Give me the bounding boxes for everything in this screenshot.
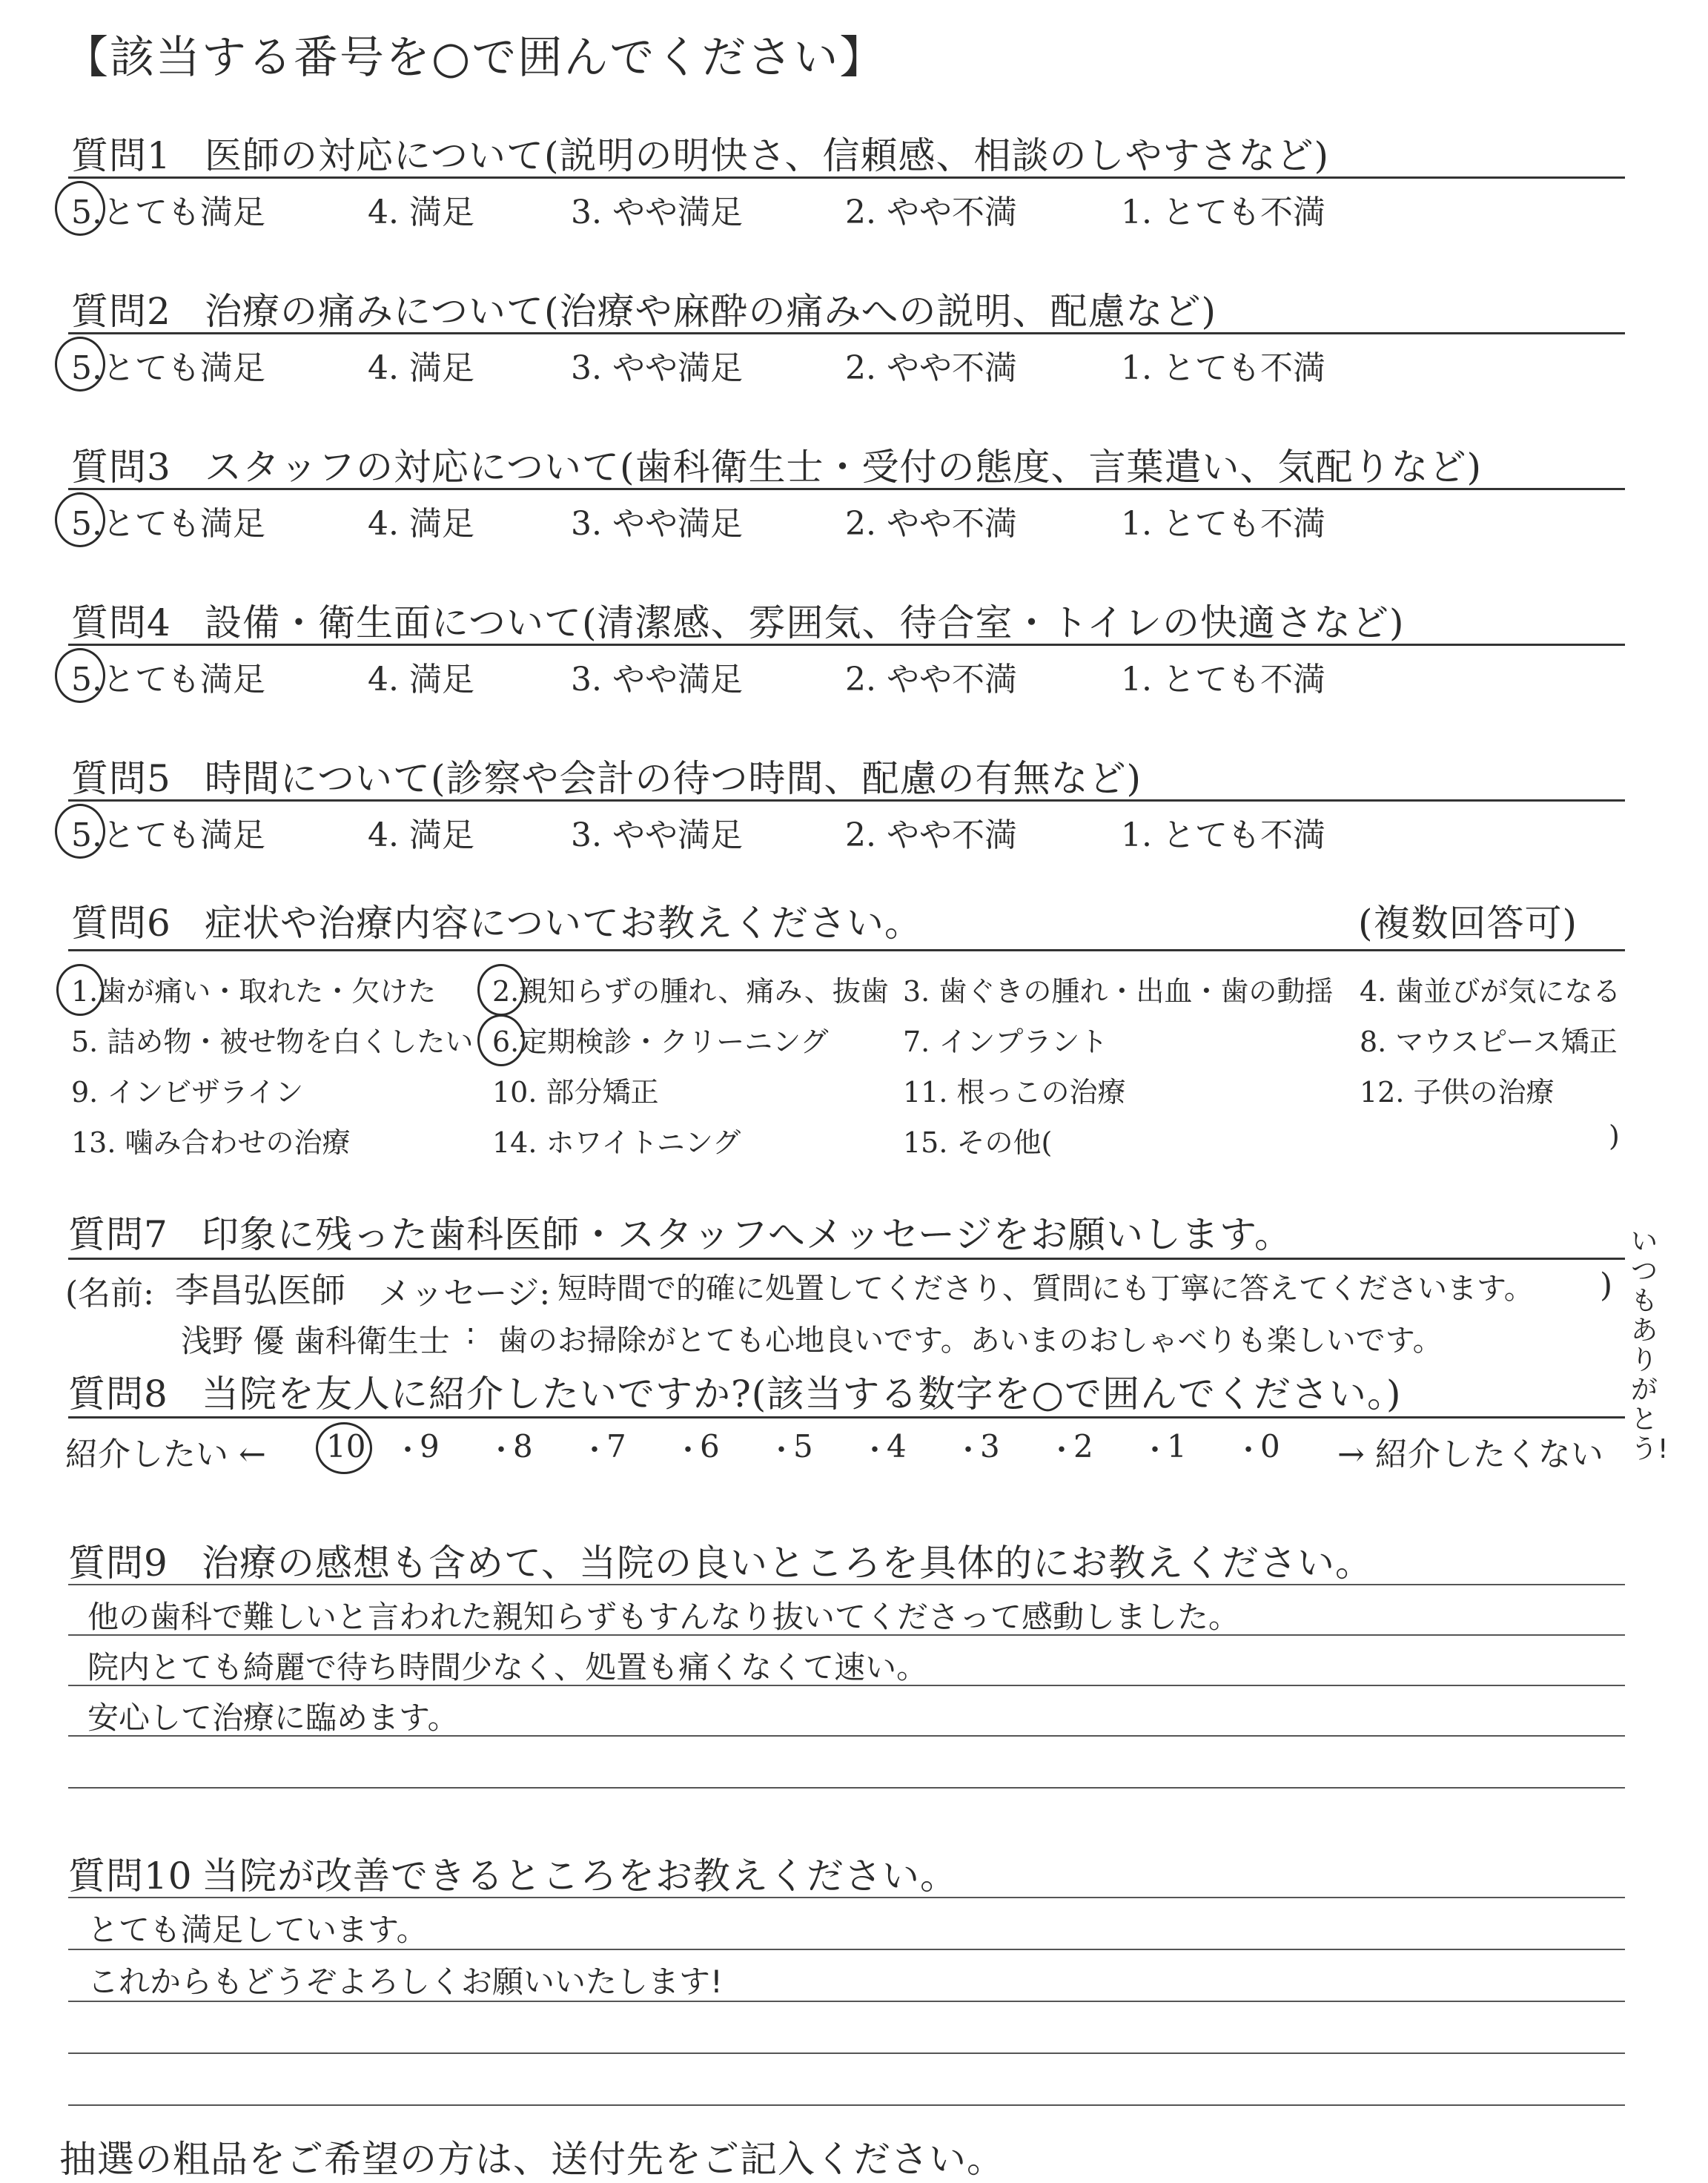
q6-rule xyxy=(68,949,1625,951)
q3-text: スタッフの対応について(歯科衛生士・受付の態度、言葉遣い、気配りなど) xyxy=(205,446,1483,489)
q3-selection-circle xyxy=(55,492,105,547)
q7-side-note: いつもありがとう! xyxy=(1631,1226,1669,1464)
q7-rule xyxy=(68,1258,1625,1260)
q4-option-1[interactable]: 1. とても不満 xyxy=(1121,661,1325,699)
q6-option-15[interactable]: 15. その他( xyxy=(903,1126,1053,1159)
q7-entry2-message: 歯のお掃除がとても心地良いです。あいまのおしゃべりも楽しいです。 xyxy=(498,1324,1443,1358)
q9-answer-1: 他の歯科で難しいと言われた親知らずもすんなり抜いてくださって感動しました。 xyxy=(87,1599,1240,1635)
q6-option-12[interactable]: 12. 子供の治療 xyxy=(1360,1076,1555,1109)
q9-answer-3: 安心して治療に臨めます。 xyxy=(87,1700,459,1736)
q8-scale-separator: ・ xyxy=(953,1433,983,1467)
q8-scale-0[interactable]: 0 xyxy=(1260,1428,1280,1464)
q8-scale-separator: ・ xyxy=(486,1433,516,1467)
q6-text: 症状や治療内容についてお教えください。 xyxy=(205,902,922,945)
q8-selection-circle xyxy=(316,1422,372,1474)
q8-left-label: 紹介したい ← xyxy=(65,1436,266,1473)
q7-close-paren: ) xyxy=(1600,1266,1613,1304)
q2-label: 質問2 xyxy=(71,290,171,333)
q8-scale-7[interactable]: 7 xyxy=(606,1428,626,1464)
q10-line-5 xyxy=(68,2104,1625,2106)
q6-option-7[interactable]: 7. インプラント xyxy=(903,1026,1108,1058)
q9-answer-2: 院内とても綺麗で待ち時間少なく、処置も痛くなくて速い。 xyxy=(87,1649,928,1685)
q6-option-8[interactable]: 8. マウスピース矯正 xyxy=(1360,1026,1618,1058)
q8-scale-10[interactable]: 10 xyxy=(326,1428,366,1464)
q4-text: 設備・衛生面について(清潔感、雰囲気、待合室・トイレの快適さなど) xyxy=(205,601,1405,644)
q3-label: 質問3 xyxy=(71,446,171,489)
q10-answer-2: これからもどうぞよろしくお願いいたします! xyxy=(87,1964,723,2000)
q8-scale-9[interactable]: 9 xyxy=(420,1428,440,1464)
q8-label: 質問8 xyxy=(68,1373,168,1416)
q2-rule xyxy=(68,332,1625,334)
q8-scale-separator: ・ xyxy=(1140,1433,1170,1467)
q8-scale-separator: ・ xyxy=(767,1433,796,1467)
q5-option-4[interactable]: 4. 満足 xyxy=(368,816,474,854)
q10-text: 当院が改善できるところをお教えください。 xyxy=(202,1855,958,1898)
q7-entry2-sep: : xyxy=(466,1317,476,1351)
q6-label: 質問6 xyxy=(71,902,171,945)
q4-rule xyxy=(68,644,1625,646)
q6-option-9[interactable]: 9. インビザライン xyxy=(71,1076,304,1109)
q5-option-3[interactable]: 3. やや満足 xyxy=(571,816,743,854)
q2-selection-circle xyxy=(55,337,105,392)
q6-option-1[interactable]: 1.歯が痛い・取れた・欠けた xyxy=(71,975,437,1008)
q8-scale-3[interactable]: 3 xyxy=(980,1428,1000,1464)
q4-label: 質問4 xyxy=(71,601,171,644)
q8-rule xyxy=(68,1416,1625,1419)
q6-note: (複数回答可) xyxy=(1358,902,1578,945)
q5-label: 質問5 xyxy=(71,757,171,800)
q7-entry1-message: 短時間で的確に処置してくださり、質問にも丁寧に答えてくださいます。 xyxy=(557,1272,1534,1306)
q2-option-5[interactable]: 5.とても満足 xyxy=(71,349,265,387)
page-title: 【該当する番号を○で囲んでください】 xyxy=(64,32,886,84)
q3-option-1[interactable]: 1. とても不満 xyxy=(1121,505,1325,543)
q10-label: 質問10 xyxy=(68,1855,193,1898)
q3-option-3[interactable]: 3. やや満足 xyxy=(571,505,743,543)
q8-text: 当院を友人に紹介したいですか?(該当する数字を○で囲んでください。) xyxy=(202,1373,1402,1416)
q2-text: 治療の痛みについて(治療や麻酔の痛みへの説明、配慮など) xyxy=(205,290,1217,333)
q1-option-5[interactable]: 5.とても満足 xyxy=(71,194,265,231)
q8-scale-separator: ・ xyxy=(673,1433,703,1467)
q8-scale-separator: ・ xyxy=(393,1433,423,1467)
q9-line-1 xyxy=(68,1584,1625,1585)
q1-rule xyxy=(68,176,1625,179)
q10-line-1 xyxy=(68,1897,1625,1898)
q7-entry1-name: 李昌弘医師 xyxy=(175,1270,345,1310)
q1-option-2[interactable]: 2. やや不満 xyxy=(845,194,1017,231)
q5-option-5[interactable]: 5.とても満足 xyxy=(71,816,265,854)
q6-other-close-paren: ) xyxy=(1609,1120,1620,1152)
q8-scale-4[interactable]: 4 xyxy=(887,1428,907,1464)
q3-option-5[interactable]: 5.とても満足 xyxy=(71,505,265,543)
q4-selection-circle xyxy=(55,648,105,703)
q5-rule xyxy=(68,799,1625,802)
q6-selection-circle xyxy=(477,964,525,1016)
q2-option-4[interactable]: 4. 満足 xyxy=(368,349,474,387)
q4-option-2[interactable]: 2. やや不満 xyxy=(845,661,1017,699)
q7-label: 質問7 xyxy=(68,1213,168,1256)
q1-option-3[interactable]: 3. やや満足 xyxy=(571,194,743,231)
q8-scale-8[interactable]: 8 xyxy=(513,1428,533,1464)
q6-option-3[interactable]: 3. 歯ぐきの腫れ・出血・歯の動揺 xyxy=(903,975,1334,1008)
q10-answer-1: とても満足しています。 xyxy=(87,1912,428,1948)
q8-scale-2[interactable]: 2 xyxy=(1073,1428,1093,1464)
q6-option-6[interactable]: 6.定期検診・クリーニング xyxy=(492,1026,829,1058)
q1-option-4[interactable]: 4. 満足 xyxy=(368,194,474,231)
q6-selection-circle xyxy=(56,964,104,1016)
q8-scale-5[interactable]: 5 xyxy=(793,1428,813,1464)
q8-scale-separator: ・ xyxy=(1234,1433,1263,1467)
q6-option-10[interactable]: 10. 部分矯正 xyxy=(492,1076,659,1109)
q10-line-4 xyxy=(68,2052,1625,2054)
q2-option-3[interactable]: 3. やや満足 xyxy=(571,349,743,387)
q8-scale-1[interactable]: 1 xyxy=(1167,1428,1187,1464)
q5-text: 時間について(診察や会計の待つ時間、配慮の有無など) xyxy=(205,757,1142,800)
q6-option-2[interactable]: 2.親知らずの腫れ、痛み、抜歯 xyxy=(492,975,889,1008)
q5-selection-circle xyxy=(55,804,105,859)
q2-option-2[interactable]: 2. やや不満 xyxy=(845,349,1017,387)
q3-rule xyxy=(68,488,1625,490)
q2-option-1[interactable]: 1. とても不満 xyxy=(1121,349,1325,387)
q6-option-11[interactable]: 11. 根っこの治療 xyxy=(903,1076,1126,1109)
q6-option-14[interactable]: 14. ホワイトニング xyxy=(492,1126,741,1159)
q5-option-1[interactable]: 1. とても不満 xyxy=(1121,816,1325,854)
q8-scale-separator: ・ xyxy=(860,1433,890,1467)
footer-note: 抽選の粗品をご希望の方は、送付先をご記入ください。 xyxy=(59,2138,1004,2181)
q6-option-13[interactable]: 13. 噛み合わせの治療 xyxy=(71,1126,351,1159)
q1-text: 医師の対応について(説明の明快さ、信頼感、相談のしやすさなど) xyxy=(205,134,1330,177)
q3-option-2[interactable]: 2. やや不満 xyxy=(845,505,1017,543)
q8-scale-separator: ・ xyxy=(580,1433,609,1467)
q9-label: 質問9 xyxy=(68,1542,168,1585)
q6-selection-circle xyxy=(477,1014,525,1066)
q8-scale-6[interactable]: 6 xyxy=(700,1428,720,1464)
q1-selection-circle xyxy=(55,181,105,236)
q6-option-4[interactable]: 4. 歯並びが気になる xyxy=(1360,975,1621,1008)
q8-right-label: → 紹介したくない xyxy=(1337,1436,1603,1473)
q9-text: 治療の感想も含めて、当院の良いところを具体的にお教えください。 xyxy=(202,1542,1373,1585)
q9-line-5 xyxy=(68,1787,1625,1789)
q7-text: 印象に残った歯科医師・スタッフへメッセージをお願いします。 xyxy=(202,1213,1292,1256)
q4-option-5[interactable]: 5.とても満足 xyxy=(71,661,265,699)
q7-message-label: メッセージ: xyxy=(378,1275,551,1312)
q3-option-4[interactable]: 4. 満足 xyxy=(368,505,474,543)
q6-option-5[interactable]: 5. 詰め物・被せ物を白くしたい xyxy=(71,1026,474,1058)
q5-option-2[interactable]: 2. やや不満 xyxy=(845,816,1017,854)
q4-option-3[interactable]: 3. やや満足 xyxy=(571,661,743,699)
q7-name-label: (名前: xyxy=(65,1275,154,1312)
q4-option-4[interactable]: 4. 満足 xyxy=(368,661,474,699)
q1-option-1[interactable]: 1. とても不満 xyxy=(1121,194,1325,231)
q7-entry2-name: 浅野 優 歯科衛生士 xyxy=(181,1323,450,1359)
q8-scale-separator: ・ xyxy=(1047,1433,1076,1467)
q1-label: 質問1 xyxy=(71,134,171,177)
